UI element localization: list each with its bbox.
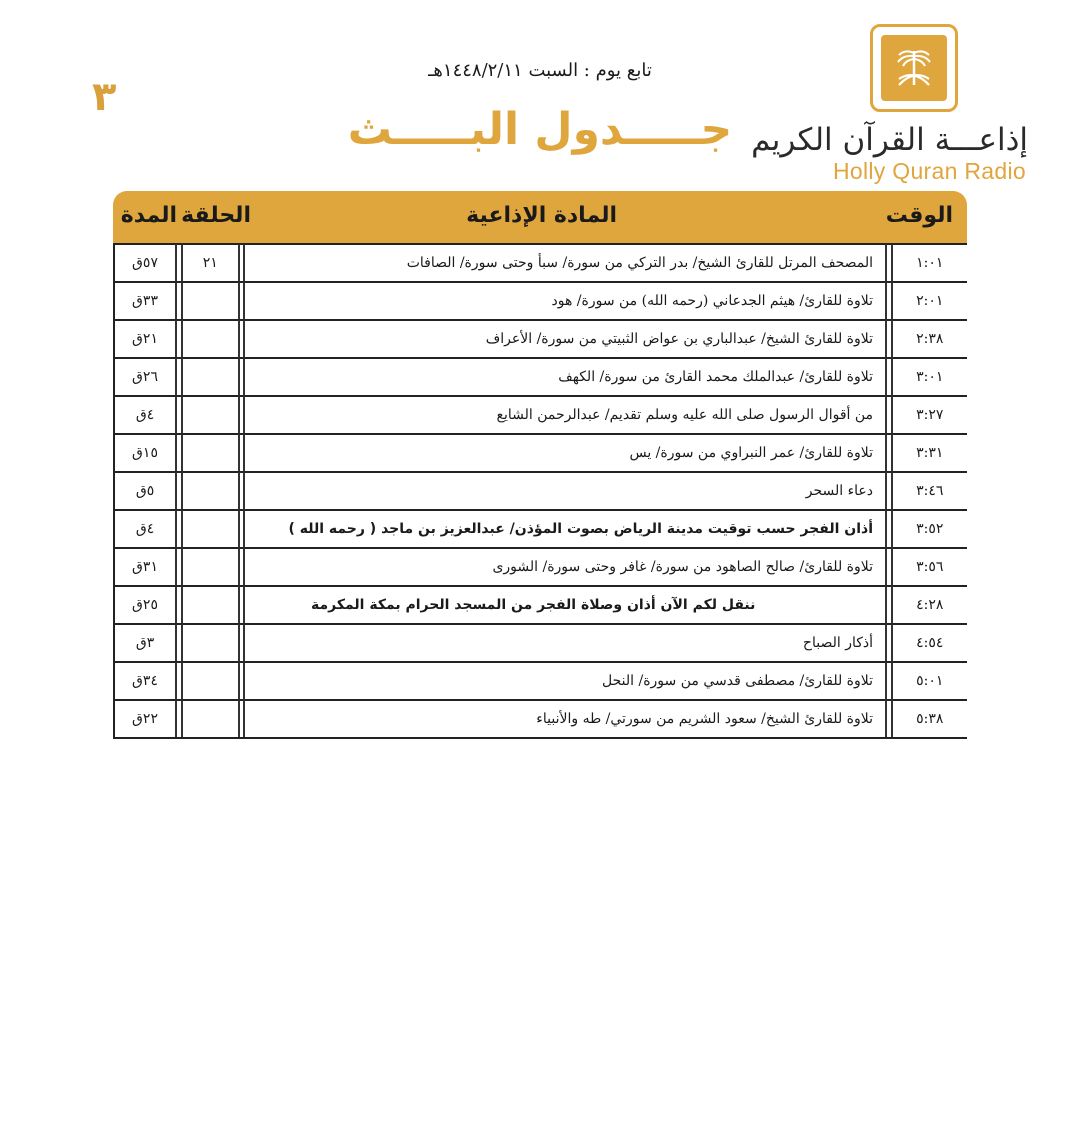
cell-duration: ٣١ق [113,547,176,585]
cell-time: ٣:٢٧ [892,395,967,433]
cell-gap [176,547,182,585]
cell-gap [239,281,245,319]
cell-gap [886,319,892,357]
cell-gap [239,357,245,395]
cell-episode [182,319,239,357]
cell-gap [176,699,182,737]
cell-gap [176,243,182,281]
cell-gap [886,471,892,509]
cell-gap [886,661,892,699]
cell-duration: ٢٦ق [113,357,176,395]
cell-time: ٣:٥٢ [892,509,967,547]
cell-time: ٣:٥٦ [892,547,967,585]
cell-episode [182,661,239,699]
cell-gap [239,319,245,357]
cell-time: ١:٠١ [892,243,967,281]
cell-time: ٤:٥٤ [892,623,967,661]
cell-gap [176,281,182,319]
cell-gap [239,699,245,737]
cell-duration: ١٥ق [113,433,176,471]
cell-gap [239,509,245,547]
table-row [113,471,967,509]
cell-episode [182,699,239,737]
cell-duration: ٢٥ق [113,585,176,623]
table-row [113,281,967,319]
cell-duration: ٣٤ق [113,661,176,699]
cell-gap [176,395,182,433]
cell-program: تلاوة للقارئ/ عبدالملك محمد القارئ من سورة/ الكهف [244,357,886,395]
cell-program: ننقل لكم الآن أذان وصلاة الفجر من المسجد الحرام بمكة المكرمة [244,585,886,623]
cell-gap [176,357,182,395]
cell-gap [239,433,245,471]
table-row [113,357,967,395]
cell-program: أذكار الصباح [244,623,886,661]
cell-gap [886,699,892,737]
cell-gap [886,509,892,547]
table-row [113,699,967,737]
cell-gap [886,623,892,661]
cell-gap [176,509,182,547]
table-row [113,547,967,585]
cell-time: ٣:٤٦ [892,471,967,509]
station-name-arabic: إذاعـــة القرآن الكريم [751,122,1028,158]
station-logo [870,24,958,112]
header-duration: المدة [120,203,177,228]
cell-episode: ٢١ [182,243,239,281]
cell-gap [176,623,182,661]
schedule-body [113,243,967,739]
table-row [113,395,967,433]
cell-time: ٣:٠١ [892,357,967,395]
cell-episode [182,547,239,585]
cell-gap [239,661,245,699]
cell-duration: ٤ق [113,395,176,433]
table-row [113,585,967,623]
page-number: ٣ [92,74,117,120]
cell-gap [239,471,245,509]
cell-duration: ٥ق [113,471,176,509]
cell-program: المصحف المرتل للقارئ الشيخ/ بدر التركي من سورة/ سبأ وحتى سورة/ الصافات [244,243,886,281]
cell-duration: ٥٧ق [113,243,176,281]
cell-duration: ٢١ق [113,319,176,357]
cell-program: تلاوة للقارئ/ مصطفى قدسي من سورة/ النحل [244,661,886,699]
cell-time: ٤:٢٨ [892,585,967,623]
cell-gap [886,281,892,319]
cell-time: ٢:٠١ [892,281,967,319]
page-title: جـــــدول البـــــث [347,104,733,155]
cell-duration: ٣ق [113,623,176,661]
cell-time: ٣:٣١ [892,433,967,471]
cell-program: أذان الفجر حسب توقيت مدينة الرياض بصوت المؤذن/ عبدالعزيز بن ماجد ( رحمه الله ) [244,509,886,547]
cell-duration: ٣٣ق [113,281,176,319]
cell-episode [182,281,239,319]
cell-episode [182,471,239,509]
cell-gap [886,243,892,281]
palm-swords-emblem-icon [881,35,947,101]
table-row [113,509,967,547]
cell-gap [239,547,245,585]
cell-program: تلاوة للقارئ/ هيثم الجدعاني (رحمه الله) من سورة/ هود [244,281,886,319]
cell-gap [176,661,182,699]
cell-gap [176,319,182,357]
cell-episode [182,395,239,433]
cell-gap [886,357,892,395]
station-name-english: Holly Quran Radio [832,158,1026,184]
cell-time: ٥:٣٨ [892,699,967,737]
cell-gap [886,585,892,623]
table-row [113,661,967,699]
cell-episode [182,623,239,661]
cell-gap [886,395,892,433]
cell-time: ٥:٠١ [892,661,967,699]
cell-program: دعاء السحر [244,471,886,509]
table-header [113,191,967,243]
cell-program: تلاوة للقارئ/ عمر النبراوي من سورة/ يس [244,433,886,471]
cell-gap [176,585,182,623]
cell-gap [176,433,182,471]
cell-duration: ٤ق [113,509,176,547]
table-row [113,623,967,661]
cell-program: من أقوال الرسول صلى الله عليه وسلم تقديم/ عبدالرحمن الشايع [244,395,886,433]
header-time: الوقت [885,203,953,228]
cell-gap [239,585,245,623]
cell-time: ٢:٣٨ [892,319,967,357]
table-row [113,433,967,471]
header-episode: الحلقة [181,203,251,228]
cell-gap [239,395,245,433]
date-line: تابع يوم : السبت ١٤٤٨/٢/١١هـ [428,60,652,81]
cell-program: تلاوة للقارئ الشيخ/ عبدالباري بن عواض الثبيتي من سورة/ الأعراف [244,319,886,357]
table-row [113,243,967,281]
cell-program: تلاوة للقارئ الشيخ/ سعود الشريم من سورتي/ طه والأنبياء [244,699,886,737]
header-program: المادة الإذاعية [466,203,617,228]
cell-gap [886,433,892,471]
cell-episode [182,585,239,623]
cell-gap [886,547,892,585]
cell-episode [182,357,239,395]
cell-gap [176,471,182,509]
cell-episode [182,433,239,471]
schedule-table [113,191,967,739]
cell-program: تلاوة للقارئ/ صالح الصاهود من سورة/ غافر وحتى سورة/ الشورى [244,547,886,585]
cell-episode [182,509,239,547]
cell-duration: ٢٢ق [113,699,176,737]
cell-gap [239,623,245,661]
table-row [113,319,967,357]
cell-gap [239,243,245,281]
